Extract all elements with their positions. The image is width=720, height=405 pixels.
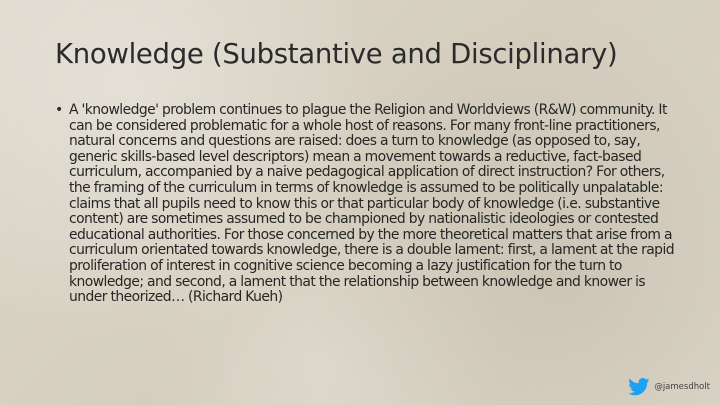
slide-title: Knowledge (Substantive and Disciplinary) (55, 38, 618, 70)
twitter-icon (628, 378, 650, 396)
bullet-item (55, 103, 675, 306)
bullet-list (55, 103, 675, 306)
twitter-handle: @jamesdholt (654, 382, 710, 392)
footer-credit (628, 378, 710, 396)
bullet-icon: • (55, 102, 64, 118)
bullet-text: A 'knowledge' problem continues to plague the Religion and Worldviews (R&W) community. It can be considered problematic for a whole host of reasons. For many front-line practitioners, natural concerns and questions are raised: does a turn to knowledge (as opposed to, say, generic skills-based level descriptors) mean a movement towards a reductive, fact-based curriculum, accompanied by a naive pedagogical application of direct instruction? For others, the framing of the curriculum in terms of knowledge is assumed to be politically unpalatable: claims that all pupils need to know this or that particular body of knowledge (i.e. substantive content) are sometimes assumed to be championed by nationalistic ideologies or contested educational authorities. For those concerned by the more theoretical matters that arise from a curriculum orientated towards knowledge, there is a double lament: first, a lament at the rapid proliferation of interest in cognitive science becoming a lazy justification for the turn to knowledge; and second, a lament that the relationship between knowledge and knower is under theorized… (Richard Kueh) (69, 102, 675, 306)
